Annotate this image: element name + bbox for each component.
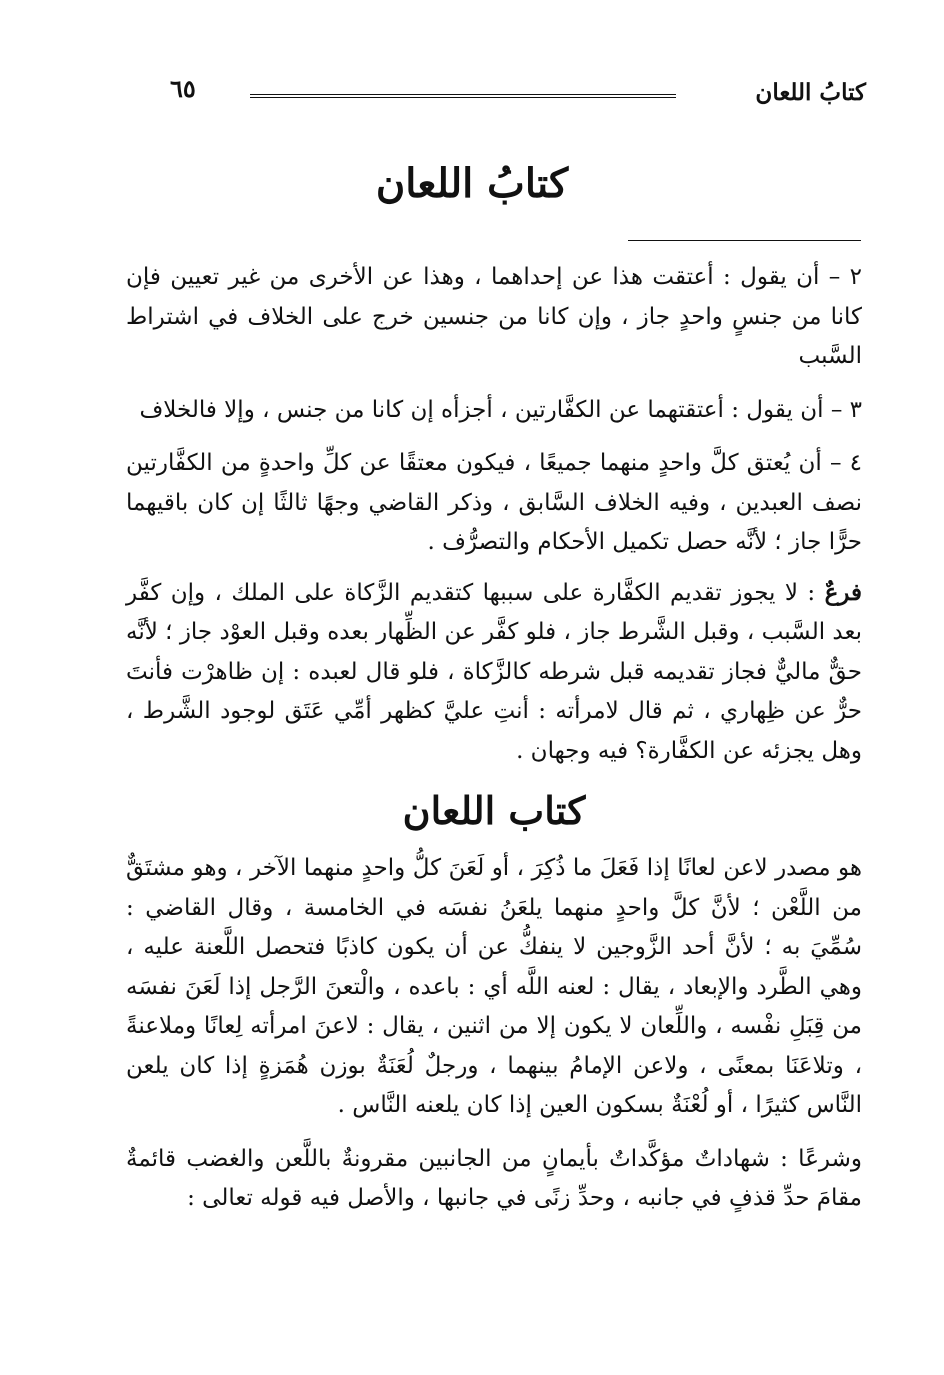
- page-header: [170, 72, 866, 112]
- paragraph-item-3: [126, 391, 862, 431]
- paragraph-text: هو مصدر لاعن لعانًا إذا فَعَلَ ما ذُكِرَ ، أو لَعَنَ كلُّ واحدٍ منهما الآخر ، وهو مشتَقٌّ من اللَّعْن ؛ لأنَّ كلَّ واحدٍ منهما يلعَنُ نفسَه في الخامسة ، وقال القاضي : سُمِّيَ به ؛ لأنَّ أحد الزَّوجين لا ينفكُّ عن أن يكون كاذبًا فتحصل اللَّعنة عليه ، وهي الطَّرد والإبعاد ، يقال : لعنه اللَّه أي : باعده ، والْتعنَ الرَّجل إذا لَعَنَ نفسَه من قِبَلِ نفْسه ، واللِّعان لا يكون إلا من اثنين ، يقال : لاعنَ امرأته لِعانًا وملاعنةً ، وتلاعَنَا بمعنًى ، ولاعن الإمامُ بينهما ، ورجلٌ لُعَنَةٌ بوزن هُمَزةٍ إذا كان يلعن النَّاس كثيرًا ، أو لُعْنَةٌ بسكون العين إذا كان يلعنه النَّاس .: [126, 855, 863, 1118]
- paragraph-item-4: [126, 444, 862, 563]
- paragraph-lead: فرعٌ: [824, 578, 862, 606]
- paragraph-text: ٢ – أن يقول : أعتقت هذا عن إحداهما ، وهذا عن الأخرى من غير تعيين فإن كانا من جنسٍ واحدٍ جاز ، وإن كانا من جنسين خرج على الخلاف في اشتراط السَّبب: [126, 264, 862, 369]
- paragraph-text: ٣ – أن يقول : أعتقتهما عن الكفَّارتين ، أجزأه إن كانا من جنس ، وإلا فالخلاف: [139, 396, 862, 423]
- header-rule: [250, 94, 676, 98]
- paragraph-text: : لا يجوز تقديم الكفَّارة على سببها كتقديم الزَّكاة على الملك ، وإن كفَّر بعد السَّبب ، وقبل الشَّرط جاز ، فلو كفَّر عن الظِّهار بعده وقبل العوْد جاز ؛ لأنَّه حقٌّ ماليٌّ فجاز تقديمه قبل شرطه كالزَّكاة ، فلو قال لعبده : إن ظاهرْت فأنتَ حرٌّ عن ظِهاري ، ثم قال لامرأته : أنتِ عليَّ كظهر أمِّي عَتَق لوجود الشَّرط ، وهل يجزئه عن الكفَّارة؟ فيه وجهان .: [126, 579, 862, 764]
- paragraph-definition: [126, 849, 862, 1126]
- paragraph-sharia: [126, 1140, 862, 1219]
- body-text: [126, 258, 862, 1233]
- chapter-title: كتابُ اللعان: [375, 160, 569, 207]
- page-number: ٦٥: [170, 74, 196, 103]
- paragraph-text: وشرعًا : شهاداتٌ مؤكَّداتٌ بأيمانٍ من الجانبين مقرونةٌ باللَّعن والغضب قائمةٌ مقامَ حدِّ قذفٍ في جانبه ، وحدِّ زنًى في جانبها ، والأصل فيه قوله تعالى :: [126, 1145, 862, 1211]
- section-title: كتاب اللعان: [402, 788, 586, 833]
- running-title: كتابُ اللعان: [755, 78, 866, 106]
- title-rule: [628, 240, 861, 241]
- paragraph-far: [126, 573, 862, 772]
- paragraph-text: ٤ – أن يُعتق كلَّ واحدٍ منهما جميعًا ، فيكون معتقًا عن كلِّ واحدةٍ من الكفَّارتين نصف العبدين ، وفيه الخلاف السَّابق ، وذكر القاضي وجهًا ثالثًا إن كان باقيهما حرًّا جاز ؛ لأنَّه حصل تكميل الأحكام والتصرُّف .: [126, 450, 862, 555]
- paragraph-item-2: [126, 258, 862, 377]
